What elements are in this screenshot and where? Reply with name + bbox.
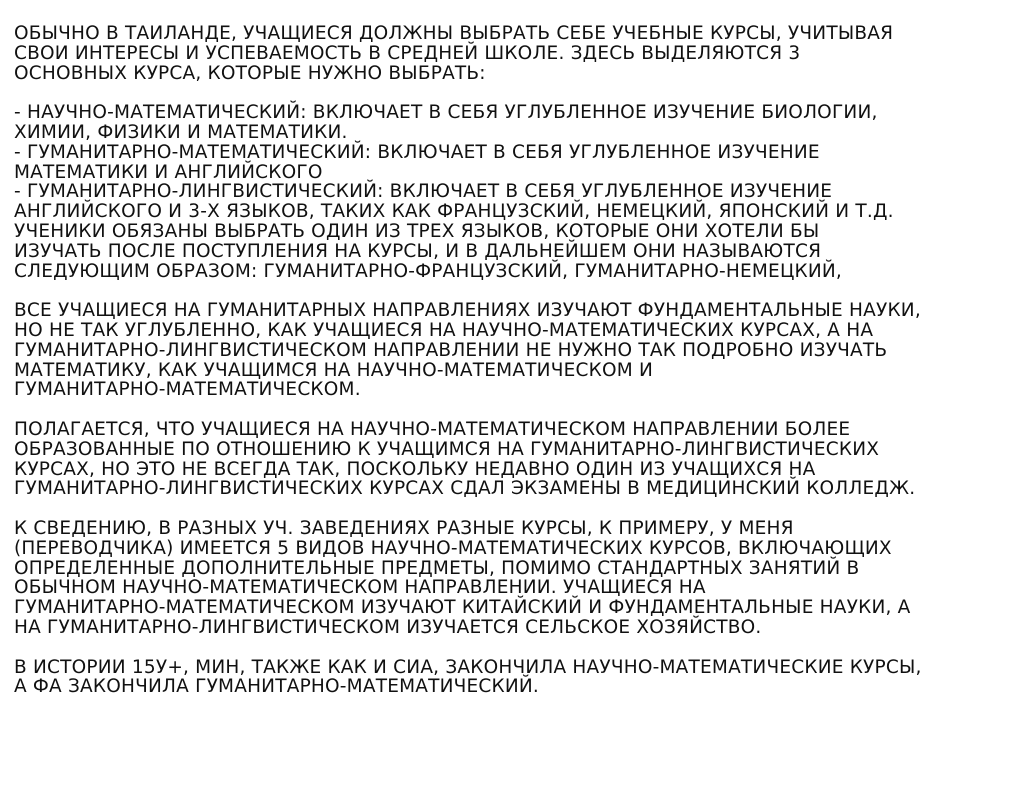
text-line: МАТЕМАТИКИ И АНГЛИЙСКОГО: [14, 161, 323, 183]
text-line: МАТЕМАТИКУ, КАК УЧАЩИМСЯ НА НАУЧНО-МАТЕМАТИЧЕСКОМ И: [14, 359, 653, 381]
text-line: ГУМАНИТАРНО-МАТЕМАТИЧЕСКОМ.: [14, 379, 361, 401]
text-line: В ИСТОРИИ 15У+, МИН, ТАКЖЕ КАК И СИА, ЗАКОНЧИЛА НАУЧНО-МАТЕМАТИЧЕСКИЕ КУРСЫ,: [14, 656, 922, 678]
text-line: ВСЕ УЧАЩИЕСЯ НА ГУМАНИТАРНЫХ НАПРАВЛЕНИЯХ ИЗУЧАЮТ ФУНДАМЕНТАЛЬНЫЕ НАУКИ,: [14, 300, 921, 322]
paragraph-translator-note: [14, 519, 1014, 638]
text-line: ХИМИИ, ФИЗИКИ И МАТЕМАТИКИ.: [14, 121, 348, 143]
text-line: А ФА ЗАКОНЧИЛА ГУМАНИТАРНО-МАТЕМАТИЧЕСКИЙ.: [14, 676, 540, 698]
paragraph-course-list: [14, 103, 1014, 281]
text-line: ОБРАЗОВАННЫЕ ПО ОТНОШЕНИЮ К УЧАЩИМСЯ НА ГУМАНИТАРНО-ЛИНГВИСТИЧЕСКИХ: [14, 438, 880, 460]
text-line: НО НЕ ТАК УГЛУБЛЕННО, КАК УЧАЩИЕСЯ НА НАУЧНО-МАТЕМАТИЧЕСКИХ КУРСАХ, А НА: [14, 319, 874, 341]
paragraph-education-level: [14, 420, 1014, 499]
document-page: [14, 24, 1014, 717]
text-line: ИЗУЧАТЬ ПОСЛЕ ПОСТУПЛЕНИЯ НА КУРСЫ, И В ДАЛЬНЕЙШЕМ ОНИ НАЗЫВАЮТСЯ: [14, 240, 822, 262]
text-line: ГУМАНИТАРНО-ЛИНГВИСТИЧЕСКОМ НАПРАВЛЕНИИ НЕ НУЖНО ТАК ПОДРОБНО ИЗУЧАТЬ: [14, 339, 888, 361]
text-line: АНГЛИЙСКОГО И 3-Х ЯЗЫКОВ, ТАКИХ КАК ФРАНЦУЗСКИЙ, НЕМЕЦКИЙ, ЯПОНСКИЙ И Т.Д.: [14, 201, 894, 223]
text-line: ОБЫЧНОМ НАУЧНО-МАТЕМАТИЧЕСКОМ НАПРАВЛЕНИИ. УЧАЩИЕСЯ НА: [14, 577, 706, 599]
text-line: - ГУМАНИТАРНО-ЛИНГВИСТИЧЕСКИЙ: ВКЛЮЧАЕТ В СЕБЯ УГЛУБЛЕННОЕ ИЗУЧЕНИЕ: [14, 181, 833, 203]
text-line: ПОЛАГАЕТСЯ, ЧТО УЧАЩИЕСЯ НА НАУЧНО-МАТЕМАТИЧЕСКОМ НАПРАВЛЕНИИ БОЛЕЕ: [14, 418, 851, 440]
text-line: - НАУЧНО-МАТЕМАТИЧЕСКИЙ: ВКЛЮЧАЕТ В СЕБЯ УГЛУБЛЕННОЕ ИЗУЧЕНИЕ БИОЛОГИИ,: [14, 102, 878, 124]
text-line: СЛЕДУЮЩИМ ОБРАЗОМ: ГУМАНИТАРНО-ФРАНЦУЗСКИЙ, ГУМАНИТАРНО-НЕМЕЦКИЙ,: [14, 260, 843, 282]
text-line: ОСНОВНЫХ КУРСА, КОТОРЫЕ НУЖНО ВЫБРАТЬ:: [14, 62, 486, 84]
text-line: КУРСАХ, НО ЭТО НЕ ВСЕГДА ТАК, ПОСКОЛЬКУ НЕДАВНО ОДИН ИЗ УЧАЩИХСЯ НА: [14, 458, 816, 480]
text-line: (ПЕРЕВОДЧИКА) ИМЕЕТСЯ 5 ВИДОВ НАУЧНО-МАТЕМАТИЧЕСКИХ КУРСОВ, ВКЛЮЧАЮЩИХ: [14, 537, 892, 559]
text-line: ГУМАНИТАРНО-МАТЕМАТИЧЕСКОМ ИЗУЧАЮТ КИТАЙСКИЙ И ФУНДАМЕНТАЛЬНЫЕ НАУКИ, А: [14, 597, 911, 619]
text-line: - ГУМАНИТАРНО-МАТЕМАТИЧЕСКИЙ: ВКЛЮЧАЕТ В СЕБЯ УГЛУБЛЕННОЕ ИЗУЧЕНИЕ: [14, 141, 820, 163]
paragraph-intro: [14, 24, 1014, 83]
text-line: К СВЕДЕНИЮ, В РАЗНЫХ УЧ. ЗАВЕДЕНИЯХ РАЗНЫЕ КУРСЫ, К ПРИМЕРУ, У МЕНЯ: [14, 517, 794, 539]
paragraph-humanities-study: [14, 301, 1014, 400]
text-line: ОПРЕДЕЛЕННЫЕ ДОПОЛНИТЕЛЬНЫЕ ПРЕДМЕТЫ, ПОМИМО СТАНДАРТНЫХ ЗАНЯТИЙ В: [14, 557, 860, 579]
text-line: ОБЫЧНО В ТАИЛАНДЕ, УЧАЩИЕСЯ ДОЛЖНЫ ВЫБРАТЬ СЕБЕ УЧЕБНЫЕ КУРСЫ, УЧИТЫВАЯ: [14, 23, 894, 44]
paragraph-story-note: [14, 658, 1014, 698]
text-line: НА ГУМАНИТАРНО-ЛИНГВИСТИЧЕСКОМ ИЗУЧАЕТСЯ СЕЛЬСКОЕ ХОЗЯЙСТВО.: [14, 616, 762, 638]
text-line: УЧЕНИКИ ОБЯЗАНЫ ВЫБРАТЬ ОДИН ИЗ ТРЕХ ЯЗЫКОВ, КОТОРЫЕ ОНИ ХОТЕЛИ БЫ: [14, 220, 820, 242]
text-line: СВОИ ИНТЕРЕСЫ И УСПЕВАЕМОСТЬ В СРЕДНЕЙ ШКОЛЕ. ЗДЕСЬ ВЫДЕЛЯЮТСЯ 3: [14, 42, 801, 64]
text-line: ГУМАНИТАРНО-ЛИНГВИСТИЧЕСКИХ КУРСАХ СДАЛ ЭКЗАМЕНЫ В МЕДИЦИНСКИЙ КОЛЛЕДЖ.: [14, 478, 916, 500]
